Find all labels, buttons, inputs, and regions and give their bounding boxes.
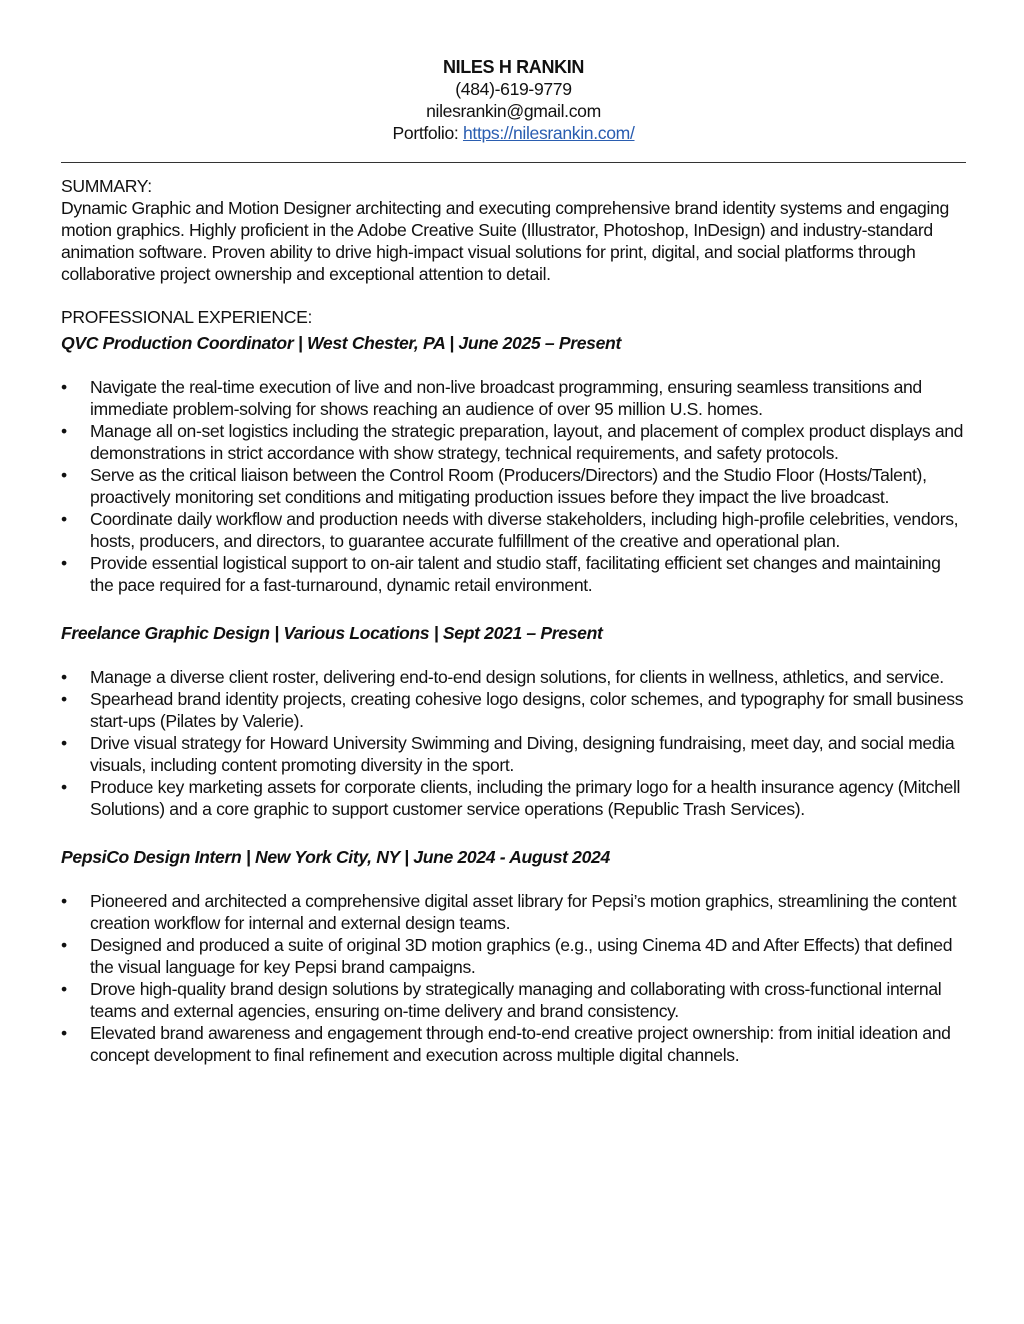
summary-heading: SUMMARY:	[61, 176, 152, 196]
bullet-item: • Produce key marketing assets for corporate clients, including the primary logo for a health insurance agency (Mitchell Solutions) and a core graphic to support customer service operations (Republic Trash Services).	[61, 776, 966, 820]
bullet-item: • Manage a diverse client roster, delivering end-to-end design solutions, for clients in wellness, athletics, and service.	[61, 666, 966, 688]
job-bullets	[61, 890, 966, 1066]
job-bullets	[61, 376, 966, 596]
experience-section	[61, 306, 966, 1066]
job-entry	[61, 846, 966, 1066]
portfolio-line	[61, 122, 966, 144]
portfolio-label: Portfolio:	[392, 123, 463, 143]
job-title: Freelance Graphic Design | Various Locations | Sept 2021 – Present	[61, 623, 603, 643]
job-entry	[61, 622, 966, 820]
summary-section	[61, 175, 966, 285]
divider	[61, 162, 966, 163]
portfolio-link[interactable]: https://nilesrankin.com/	[462, 123, 635, 143]
job-title: QVC Production Coordinator | West Chester, PA | June 2025 – Present	[61, 333, 621, 353]
resume-page	[61, 0, 966, 1066]
bullet-item: • Pioneered and architected a comprehensive digital asset library for Pepsi’s motion graphics, streamlining the content creation workflow for internal and external design teams.	[61, 890, 966, 934]
job-entry	[61, 332, 966, 596]
bullet-item: • Drove high-quality brand design solutions by strategically managing and collaborating with cross-functional internal teams and external agencies, ensuring on-time delivery and brand consistency.	[61, 978, 966, 1022]
bullet-item: • Serve as the critical liaison between the Control Room (Producers/Directors) and the Studio Floor (Hosts/Talent), proactively monitoring set conditions and mitigating production issues before they impact the live broadcast.	[61, 464, 966, 508]
phone: (484)-619-9779	[455, 79, 572, 99]
bullet-item: • Navigate the real-time execution of live and non-live broadcast programming, ensuring seamless transitions and immediate problem-solving for shows reaching an audience of over 95 million U.S. homes.	[61, 376, 966, 420]
job-bullets	[61, 666, 966, 820]
bullet-item: • Provide essential logistical support to on-air talent and studio staff, facilitating efficient set changes and maintaining the pace required for a fast-turnaround, dynamic retail environment.	[61, 552, 966, 596]
bullet-item: • Spearhead brand identity projects, creating cohesive logo designs, color schemes, and typography for small business start-ups (Pilates by Valerie).	[61, 688, 966, 732]
job-title: PepsiCo Design Intern | New York City, NY | June 2024 - August 2024	[61, 847, 610, 867]
contact-header	[61, 56, 966, 144]
bullet-item: • Coordinate daily workflow and production needs with diverse stakeholders, including high-profile celebrities, vendors, hosts, producers, and directors, to guarantee accurate fulfillment of the creative and operational plan.	[61, 508, 966, 552]
bullet-item: • Designed and produced a suite of original 3D motion graphics (e.g., using Cinema 4D and After Effects) that defined the visual language for key Pepsi brand campaigns.	[61, 934, 966, 978]
summary-text: Dynamic Graphic and Motion Designer architecting and executing comprehensive brand identity systems and engaging motion graphics. Highly proficient in the Adobe Creative Suite (Illustrator, Photoshop, InDesign) and industry-standard animation software. Proven ability to drive high-impact visual solutions for print, digital, and social platforms through collaborative project ownership and exceptional attention to detail.	[61, 198, 949, 284]
bullet-item: • Manage all on-set logistics including the strategic preparation, layout, and placement of complex product displays and demonstrations in strict accordance with show strategy, technical requirements, and safety protocols.	[61, 420, 966, 464]
experience-heading: PROFESSIONAL EXPERIENCE:	[61, 307, 313, 327]
bullet-item: • Elevated brand awareness and engagement through end-to-end creative project ownership: from initial ideation and concept development to final refinement and execution across multiple digital channels.	[61, 1022, 966, 1066]
email: nilesrankin@gmail.com	[426, 101, 601, 121]
candidate-name: NILES H RANKIN	[442, 57, 585, 77]
bullet-item: • Drive visual strategy for Howard University Swimming and Diving, designing fundraising, meet day, and social media visuals, including content promoting diversity in the sport.	[61, 732, 966, 776]
